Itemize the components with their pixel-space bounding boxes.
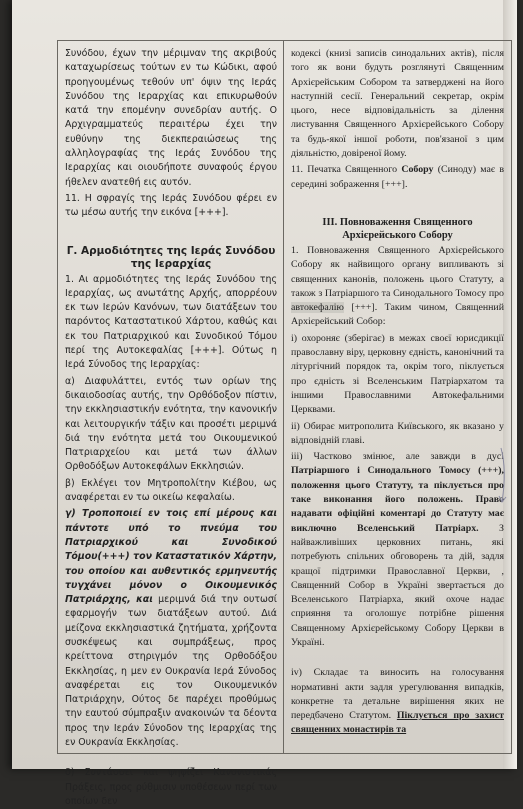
ukrainian-bold-text: Піклується про захист священних монастирів та xyxy=(291,710,504,736)
ukrainian-paragraph: і) охороняє (зберігає) в межах своєї юрисдикції православну віру, церковну єдність, канонічний та літургічний порядок та, окрім того, піклується про єдність зі Вселенським Патріархатом та іншими Православними Автокефальними Церквами. xyxy=(291,332,504,416)
greek-column xyxy=(58,41,284,807)
greek-paragraph: 1. Αι αρμοδιότητες της Ιεράς Συνόδου της Ιεραρχίας, ως ανωτάτης Αρχής, απορρέουν εκ των Ιερών Κανόνων, των διατάξεων του παρόντος Καταστατικού Χάρτου, καθώς και εκ του Πατριαρχικού και Συνοδικού Τόμου περί της Αυτοκεφαλίας [+++]. Ούτως η Ιερά Σύνοδος της Ιεραρχίας: xyxy=(65,273,277,371)
greek-paragraph: Συνόδου, έχων την μέριμναν της ακριβούς καταχωρίσεως τούτων εν τω Κώδικι, αφού προηγουμένως τεθούν υπ' όψιν της Ιεράς Συνόδου της Ιεραρχίας και επικυρωθούν κατά την επομένην συνεδρίαν αυτής. Ο Αρχιγραμματεύς περαιτέρω έχει την ευθύνην της διεκπεραιώσεως της αλληλογραφίας της Ιεράς Συνόδου της Ιεραρχίας και οιουδήποτε συναφούς έργου ήθελεν ανατεθή εις αυτόν. xyxy=(65,48,277,188)
greek-paragraph: α) Διαφυλάττει, εντός των ορίων της δικαιοδοσίας αυτής, την Ορθόδοξον πίστιν, την εκκλησιαστικήν ενότητα, την κανονικήν και λειτουργικήν τάξιν και προσέτι μεριμνά διά την ενότητα μετά του Οικουμενικού Πατριαρχείου και μετά των άλλων Ορθοδόξων Αυτοκεφάλων Εκκλησιών. xyxy=(65,375,277,473)
ukrainian-text: [+++]. Таким чином, Священний Архієрейський Собор: xyxy=(291,302,504,328)
greek-bold-text: γ) Τροποποιεί εν τοις επί μέρους και πάντοτε υπό το πνεύμα του Πατριαρχικού και Συνοδικού Τόμου(+++) τον Καταστατικόν Χάρτην, του οποίου και αυθεντικός ερμηνευτής τυγχάνει μόνον ο Οικουμενικός Πατριάρχης, και xyxy=(65,508,277,606)
greek-paragraph xyxy=(65,507,277,750)
ukrainian-text: 1. Повноваження Священного Архієрейського Собору як найвищого органу випливають зі священних канонів, положень цього Статуту, а також з Патріаршого та Синодального Томосу про xyxy=(291,244,504,299)
ukrainian-text: іv) Складає та виносить на голосування нормативні акти задля урегулювання випадків, конкретне та детальне вирішення яких не передбачено Статутом. xyxy=(291,667,504,722)
ukrainian-section-title: Архієрейського Собору xyxy=(342,229,453,241)
greek-paragraph: β) Εκλέγει τον Μητροπολίτην Κιέβου, ως αναφέρεται εν τω οικείω κεφαλαίω. xyxy=(65,477,277,504)
handwritten-arrow-icon xyxy=(497,440,513,510)
greek-text: μεριμνά διά την ουτωσί εφαρμογήν των διατάξεων αυτού. Διά μείζονα εκκλησιαστικά ζητήματα, χρήζοντα συσκέψεως και συμπράξεως, προς κρείττονα στηριγμόν της Ορθοδόξου Εκκλησίας, η μεν εν Ουκρανία Ιερά Σύνοδος αναφέρεται εις τον Οικουμενικόν Πατριάρχην, Ούτος δε παρέχει προθύμως την εαυτού σύμπραξιν ανακοινών τα δέοντα προς την Ιεράν Σύνοδον της Ιεραρχίας της εν Ουκρανία Εκκλησίας. xyxy=(65,594,277,749)
ukrainian-column xyxy=(284,41,510,753)
ukrainian-paragraph: іі) Обирає митрополита Київського, як вказано у відповідній главі. xyxy=(291,420,504,446)
ukrainian-paragraph xyxy=(291,666,504,737)
bilingual-table xyxy=(57,40,512,807)
ukrainian-section-title: III. Повноваження Священного xyxy=(322,216,473,228)
ukrainian-highlight-text: автокефалію xyxy=(291,302,344,314)
document-page xyxy=(12,0,517,807)
greek-section-title: Γ. Αρμοδιότητες της Ιεράς Συνόδου της Ιεραρχίας xyxy=(66,244,276,270)
ukrainian-text: З найважливіших церковних питань, які потребують спільних обговорень та дій, задля кращої підтримки Православної Церкви, , Священний Собор в Україні звертається до Вселенського Патріарха, який охоче надає сприяння та оголошує потрібне рішення Священному Архієрейському Собору Церкви в Україні. xyxy=(291,522,504,648)
ukrainian-bold-text: Патріаршого і Синодального Томосу (+++), положення цього Статуту, та піклується про таке виконання його положень. Право надавати офіційні коментарі до Статуту має виключно Вселенський Патріарх. xyxy=(291,465,504,534)
ukrainian-text: 11. Печатка Священного xyxy=(291,164,398,176)
ukrainian-paragraph xyxy=(291,163,504,192)
ukrainian-text: (Синоду) має в середині зображення [+++]. xyxy=(291,164,505,190)
ukrainian-paragraph xyxy=(291,450,504,650)
ukrainian-paragraph: кодексі (книзі записів синодальних актів), після того як вони будуть розглянуті Священним Архієрейським Собором та затверджені на його наступній сесії. Генеральний секретар, окрім цього, несе відповідальність за ділення листування Священного Архієрейського Собору та будь-якої іншої роботи, пов'язаної з цим діяльністю, довіреної йому. xyxy=(291,48,504,160)
greek-paragraph: δ) Συντάσσει και ψηφίζει Κανονιστικάς Πράξεις, προς ρύθμισιν υποθέσεων περί των οποίων δεν xyxy=(65,767,277,807)
ukrainian-bold-text: Собору xyxy=(401,164,434,176)
ukrainian-text: ііі) Частково змінює, але завжди в дусі xyxy=(291,451,504,463)
greek-paragraph: 11. Η σφραγίς της Ιεράς Συνόδου φέρει εν τω μέσω αυτής την εικόνα [+++]. xyxy=(65,192,277,219)
ukrainian-paragraph xyxy=(291,244,504,330)
